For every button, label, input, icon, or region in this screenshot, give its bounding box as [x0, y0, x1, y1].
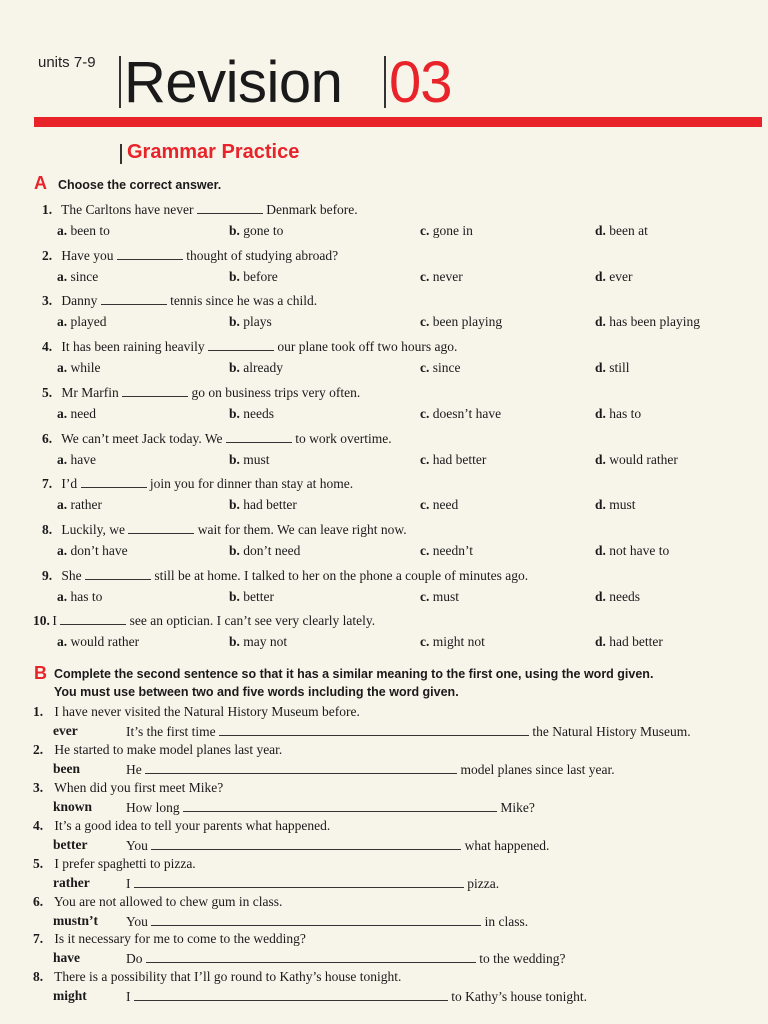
option-c[interactable]: [420, 543, 473, 559]
option-letter: d.: [595, 497, 606, 513]
key-word: better: [53, 836, 88, 852]
question-text: to work overtime.: [291, 430, 392, 446]
rewrite-start: I: [126, 875, 134, 891]
section-b-letter: B: [34, 663, 47, 683]
original-sentence: I prefer spaghetti to pizza.: [51, 855, 196, 871]
question-3: [42, 292, 317, 309]
option-c[interactable]: [420, 223, 473, 239]
option-letter: a.: [57, 268, 68, 284]
rewrite-start: Do: [126, 951, 146, 967]
section-b-instruction-1: Complete the second sentence so that it has a similar meaning to the first one, using the word given.: [54, 667, 654, 681]
title-divider-right: [384, 56, 386, 108]
question-9: [42, 567, 528, 584]
option-text: needs: [239, 405, 275, 421]
option-a[interactable]: [57, 406, 96, 422]
rewrite-end: to the wedding?: [475, 951, 566, 967]
header-rule: [34, 117, 762, 127]
option-letter: a.: [57, 451, 68, 467]
key-word: known: [53, 798, 93, 814]
option-b[interactable]: [229, 589, 274, 605]
section-a-instruction: Choose the correct answer.: [58, 178, 222, 192]
option-letter: d.: [595, 405, 606, 421]
option-letter: a.: [57, 634, 68, 650]
answer-blank[interactable]: [101, 292, 167, 305]
option-c[interactable]: [420, 406, 501, 422]
answer-blank[interactable]: [134, 988, 448, 1001]
answer-blank[interactable]: [85, 567, 151, 580]
rewrite-start: How long: [126, 799, 183, 815]
subtitle-divider: [120, 144, 122, 164]
answer-blank[interactable]: [183, 799, 497, 812]
option-letter: b.: [229, 588, 240, 604]
question-text: Mr Marfin: [58, 384, 123, 400]
item-number: 1.: [33, 704, 44, 719]
option-a[interactable]: [57, 223, 110, 239]
option-text: would rather: [67, 634, 140, 650]
units-label: units 7-9: [38, 54, 96, 71]
original-sentence: When did you first meet Mike?: [51, 779, 224, 795]
original-sentence: There is a possibility that I’ll go round to Kathy’s house tonight.: [51, 969, 402, 985]
option-d[interactable]: [595, 269, 633, 285]
question-text: I: [49, 613, 61, 629]
rewrite-start: He: [126, 761, 146, 777]
rewrite-sentence: [126, 988, 587, 1005]
option-text: been playing: [429, 314, 503, 330]
transform-item-3: [33, 780, 223, 796]
rewrite-start: You: [126, 837, 152, 853]
question-number: 5.: [42, 384, 53, 400]
answer-blank[interactable]: [81, 475, 147, 488]
option-text: gone in: [429, 223, 473, 238]
transform-item-1: [33, 704, 360, 720]
option-d[interactable]: [595, 634, 663, 650]
question-text: The Carltons have never: [58, 202, 197, 217]
original-sentence: You are not allowed to chew gum in class.: [51, 893, 283, 909]
option-text: had better: [239, 497, 297, 513]
question-text: She: [58, 567, 85, 583]
option-c[interactable]: [420, 634, 485, 650]
key-word: have: [53, 950, 80, 966]
transform-item-4: [33, 818, 330, 834]
question-text: Danny: [58, 293, 101, 309]
option-text: since: [67, 268, 99, 284]
option-text: before: [239, 268, 278, 284]
option-d[interactable]: [595, 497, 636, 513]
item-number: 3.: [33, 779, 44, 795]
key-word: been: [53, 760, 80, 776]
option-letter: b.: [229, 634, 240, 650]
question-number: 7.: [42, 476, 53, 492]
option-b[interactable]: [229, 223, 283, 239]
option-letter: c.: [420, 268, 430, 284]
option-letter: b.: [229, 268, 240, 284]
answer-blank[interactable]: [146, 950, 476, 963]
option-letter: b.: [229, 497, 240, 513]
answer-blank[interactable]: [219, 723, 529, 736]
question-number: 3.: [42, 293, 53, 309]
question-text: Luckily, we: [58, 521, 129, 537]
option-text: have: [67, 451, 96, 467]
option-d[interactable]: [595, 314, 700, 330]
option-letter: d.: [595, 314, 606, 330]
option-text: must: [429, 588, 460, 604]
option-text: been to: [67, 223, 110, 238]
option-text: rather: [67, 497, 102, 513]
answer-blank[interactable]: [226, 430, 292, 443]
option-letter: c.: [420, 588, 430, 604]
option-letter: d.: [595, 360, 606, 376]
option-letter: c.: [420, 314, 430, 330]
option-text: gone to: [239, 223, 284, 238]
option-letter: c.: [420, 451, 430, 467]
option-b[interactable]: [229, 269, 278, 285]
rewrite-start: I: [126, 989, 134, 1005]
option-text: has to: [67, 588, 103, 604]
option-text: plays: [239, 314, 272, 330]
option-letter: d.: [595, 588, 606, 604]
question-text: We can’t meet Jack today. We: [58, 430, 226, 446]
answer-blank[interactable]: [197, 201, 263, 214]
option-letter: a.: [57, 497, 68, 513]
rewrite-start: It’s the first time: [126, 724, 219, 739]
section-title: Grammar Practice: [127, 141, 300, 163]
option-text: better: [239, 588, 274, 604]
option-letter: d.: [595, 223, 606, 238]
item-number: 2.: [33, 741, 44, 757]
transform-item-6: [33, 894, 282, 910]
question-text: see an optician. I can’t see very clearly lately.: [126, 613, 376, 629]
question-text: wait for them. We can leave right now.: [194, 521, 407, 537]
option-d[interactable]: [595, 223, 648, 239]
option-letter: b.: [229, 360, 240, 376]
rewrite-end: Mike?: [497, 799, 535, 815]
option-text: would rather: [605, 451, 678, 467]
key-word: rather: [53, 874, 90, 890]
option-text: played: [67, 314, 107, 330]
option-text: must: [605, 497, 636, 513]
answer-blank[interactable]: [151, 837, 461, 850]
original-sentence: Is it necessary for me to come to the wedding?: [51, 931, 306, 947]
rewrite-sentence: [126, 875, 499, 892]
option-text: while: [67, 360, 101, 376]
question-text: tennis since he was a child.: [166, 293, 318, 309]
question-1: [42, 201, 358, 218]
option-text: ever: [605, 268, 633, 284]
answer-blank[interactable]: [122, 384, 188, 397]
question-2: [42, 247, 338, 264]
question-text: I’d: [58, 476, 81, 492]
question-number: 10.: [33, 613, 50, 629]
option-letter: d.: [595, 451, 606, 467]
page-title: Revision: [124, 50, 343, 115]
option-letter: a.: [57, 223, 68, 238]
option-letter: a.: [57, 405, 68, 421]
option-letter: c.: [420, 223, 430, 238]
option-text: don’t have: [67, 542, 128, 558]
rewrite-end: what happened.: [461, 837, 550, 853]
original-sentence: It’s a good idea to tell your parents what happened.: [51, 817, 331, 833]
option-c[interactable]: [420, 360, 461, 376]
question-number: 9.: [42, 567, 53, 583]
transform-item-8: [33, 969, 401, 985]
question-text: It has been raining heavily: [58, 339, 208, 355]
option-letter: a.: [57, 314, 68, 330]
option-text: needn’t: [429, 542, 473, 558]
rewrite-sentence: [126, 913, 528, 930]
rewrite-end: in class.: [481, 913, 529, 929]
option-text: has been playing: [605, 314, 700, 330]
option-a[interactable]: [57, 497, 102, 513]
option-text: had better: [605, 634, 663, 650]
answer-blank[interactable]: [134, 875, 464, 888]
option-d[interactable]: [595, 543, 669, 559]
option-letter: b.: [229, 405, 240, 421]
option-text: need: [67, 405, 96, 421]
item-number: 5.: [33, 855, 44, 871]
transform-item-7: [33, 931, 306, 947]
option-letter: d.: [595, 542, 606, 558]
option-text: never: [429, 268, 463, 284]
title-divider-left: [119, 56, 121, 108]
option-b[interactable]: [229, 497, 297, 513]
option-text: doesn’t have: [429, 405, 502, 421]
option-d[interactable]: [595, 406, 641, 422]
rewrite-sentence: [126, 799, 535, 816]
option-letter: a.: [57, 542, 68, 558]
rewrite-end: to Kathy’s house tonight.: [447, 989, 587, 1005]
rewrite-sentence: [126, 761, 615, 778]
option-letter: c.: [420, 542, 430, 558]
option-letter: b.: [229, 314, 240, 330]
option-b[interactable]: [229, 452, 270, 468]
answer-blank[interactable]: [128, 521, 194, 534]
answer-blank[interactable]: [208, 338, 274, 351]
option-letter: b.: [229, 223, 240, 238]
transform-item-2: [33, 742, 282, 758]
key-word: mustn’t: [53, 912, 99, 928]
option-letter: a.: [57, 588, 68, 604]
question-text: thought of studying abroad?: [182, 247, 339, 263]
question-text: join you for dinner than stay at home.: [146, 476, 354, 492]
option-d[interactable]: [595, 452, 678, 468]
question-5: [42, 384, 360, 401]
option-text: don’t need: [239, 542, 301, 558]
question-number: 8.: [42, 521, 53, 537]
option-text: need: [429, 497, 459, 513]
question-text: still be at home. I talked to her on the phone a couple of minutes ago.: [151, 567, 529, 583]
option-c[interactable]: [420, 452, 486, 468]
question-number: 6.: [42, 430, 53, 446]
rewrite-sentence: [126, 837, 549, 854]
option-b[interactable]: [229, 360, 283, 376]
option-a[interactable]: [57, 452, 96, 468]
option-c[interactable]: [420, 269, 463, 285]
option-b[interactable]: [229, 314, 272, 330]
section-a-letter: A: [34, 173, 47, 193]
option-a[interactable]: [57, 589, 102, 605]
question-10: [33, 612, 375, 629]
option-text: may not: [239, 634, 288, 650]
question-6: [42, 430, 392, 447]
revision-number: 03: [389, 50, 452, 115]
option-text: must: [239, 451, 270, 467]
option-a[interactable]: [57, 269, 98, 285]
key-word: ever: [53, 723, 78, 738]
item-number: 4.: [33, 817, 44, 833]
option-text: been at: [605, 223, 648, 238]
option-d[interactable]: [595, 589, 640, 605]
option-text: since: [429, 360, 461, 376]
option-d[interactable]: [595, 360, 630, 376]
item-number: 8.: [33, 969, 44, 985]
option-letter: d.: [595, 268, 606, 284]
option-letter: c.: [420, 634, 430, 650]
question-text: Denmark before.: [262, 202, 358, 217]
option-text: needs: [605, 588, 641, 604]
key-word: might: [53, 988, 87, 1004]
option-letter: b.: [229, 451, 240, 467]
transform-item-5: [33, 856, 196, 872]
answer-blank[interactable]: [151, 913, 481, 926]
section-b-instruction-2: You must use between two and five words including the word given.: [54, 685, 459, 699]
item-number: 6.: [33, 893, 44, 909]
option-c[interactable]: [420, 314, 502, 330]
option-text: has to: [605, 405, 642, 421]
option-c[interactable]: [420, 497, 458, 513]
option-text: already: [239, 360, 283, 376]
option-c[interactable]: [420, 589, 459, 605]
option-a[interactable]: [57, 543, 128, 559]
question-8: [42, 521, 407, 538]
option-letter: c.: [420, 360, 430, 376]
rewrite-sentence: [126, 950, 565, 967]
option-text: still: [605, 360, 630, 376]
question-number: 4.: [42, 339, 53, 355]
rewrite-end: model planes since last year.: [457, 761, 615, 777]
item-number: 7.: [33, 931, 44, 947]
option-a[interactable]: [57, 634, 139, 650]
option-text: had better: [429, 451, 487, 467]
option-letter: b.: [229, 542, 240, 558]
question-text: our plane took off two hours ago.: [273, 339, 458, 355]
option-b[interactable]: [229, 634, 287, 650]
option-b[interactable]: [229, 543, 300, 559]
option-letter: c.: [420, 405, 430, 421]
answer-blank[interactable]: [145, 761, 457, 774]
option-letter: c.: [420, 497, 430, 513]
answer-blank[interactable]: [117, 247, 183, 260]
original-sentence: I have never visited the Natural History Museum before.: [51, 704, 360, 719]
question-number: 2.: [42, 247, 53, 263]
option-b[interactable]: [229, 406, 274, 422]
option-letter: a.: [57, 360, 68, 376]
answer-blank[interactable]: [60, 612, 126, 625]
original-sentence: He started to make model planes last year.: [51, 741, 283, 757]
rewrite-end: pizza.: [463, 875, 500, 891]
question-7: [42, 475, 353, 492]
option-text: might not: [429, 634, 485, 650]
option-a[interactable]: [57, 314, 107, 330]
question-number: 1.: [42, 202, 53, 217]
rewrite-start: You: [126, 913, 152, 929]
question-text: go on business trips very often.: [188, 384, 361, 400]
rewrite-end: the Natural History Museum.: [528, 724, 691, 739]
option-a[interactable]: [57, 360, 101, 376]
rewrite-sentence: [126, 723, 691, 740]
question-4: [42, 338, 457, 355]
question-text: Have you: [58, 247, 117, 263]
option-letter: d.: [595, 634, 606, 650]
option-text: not have to: [605, 542, 670, 558]
